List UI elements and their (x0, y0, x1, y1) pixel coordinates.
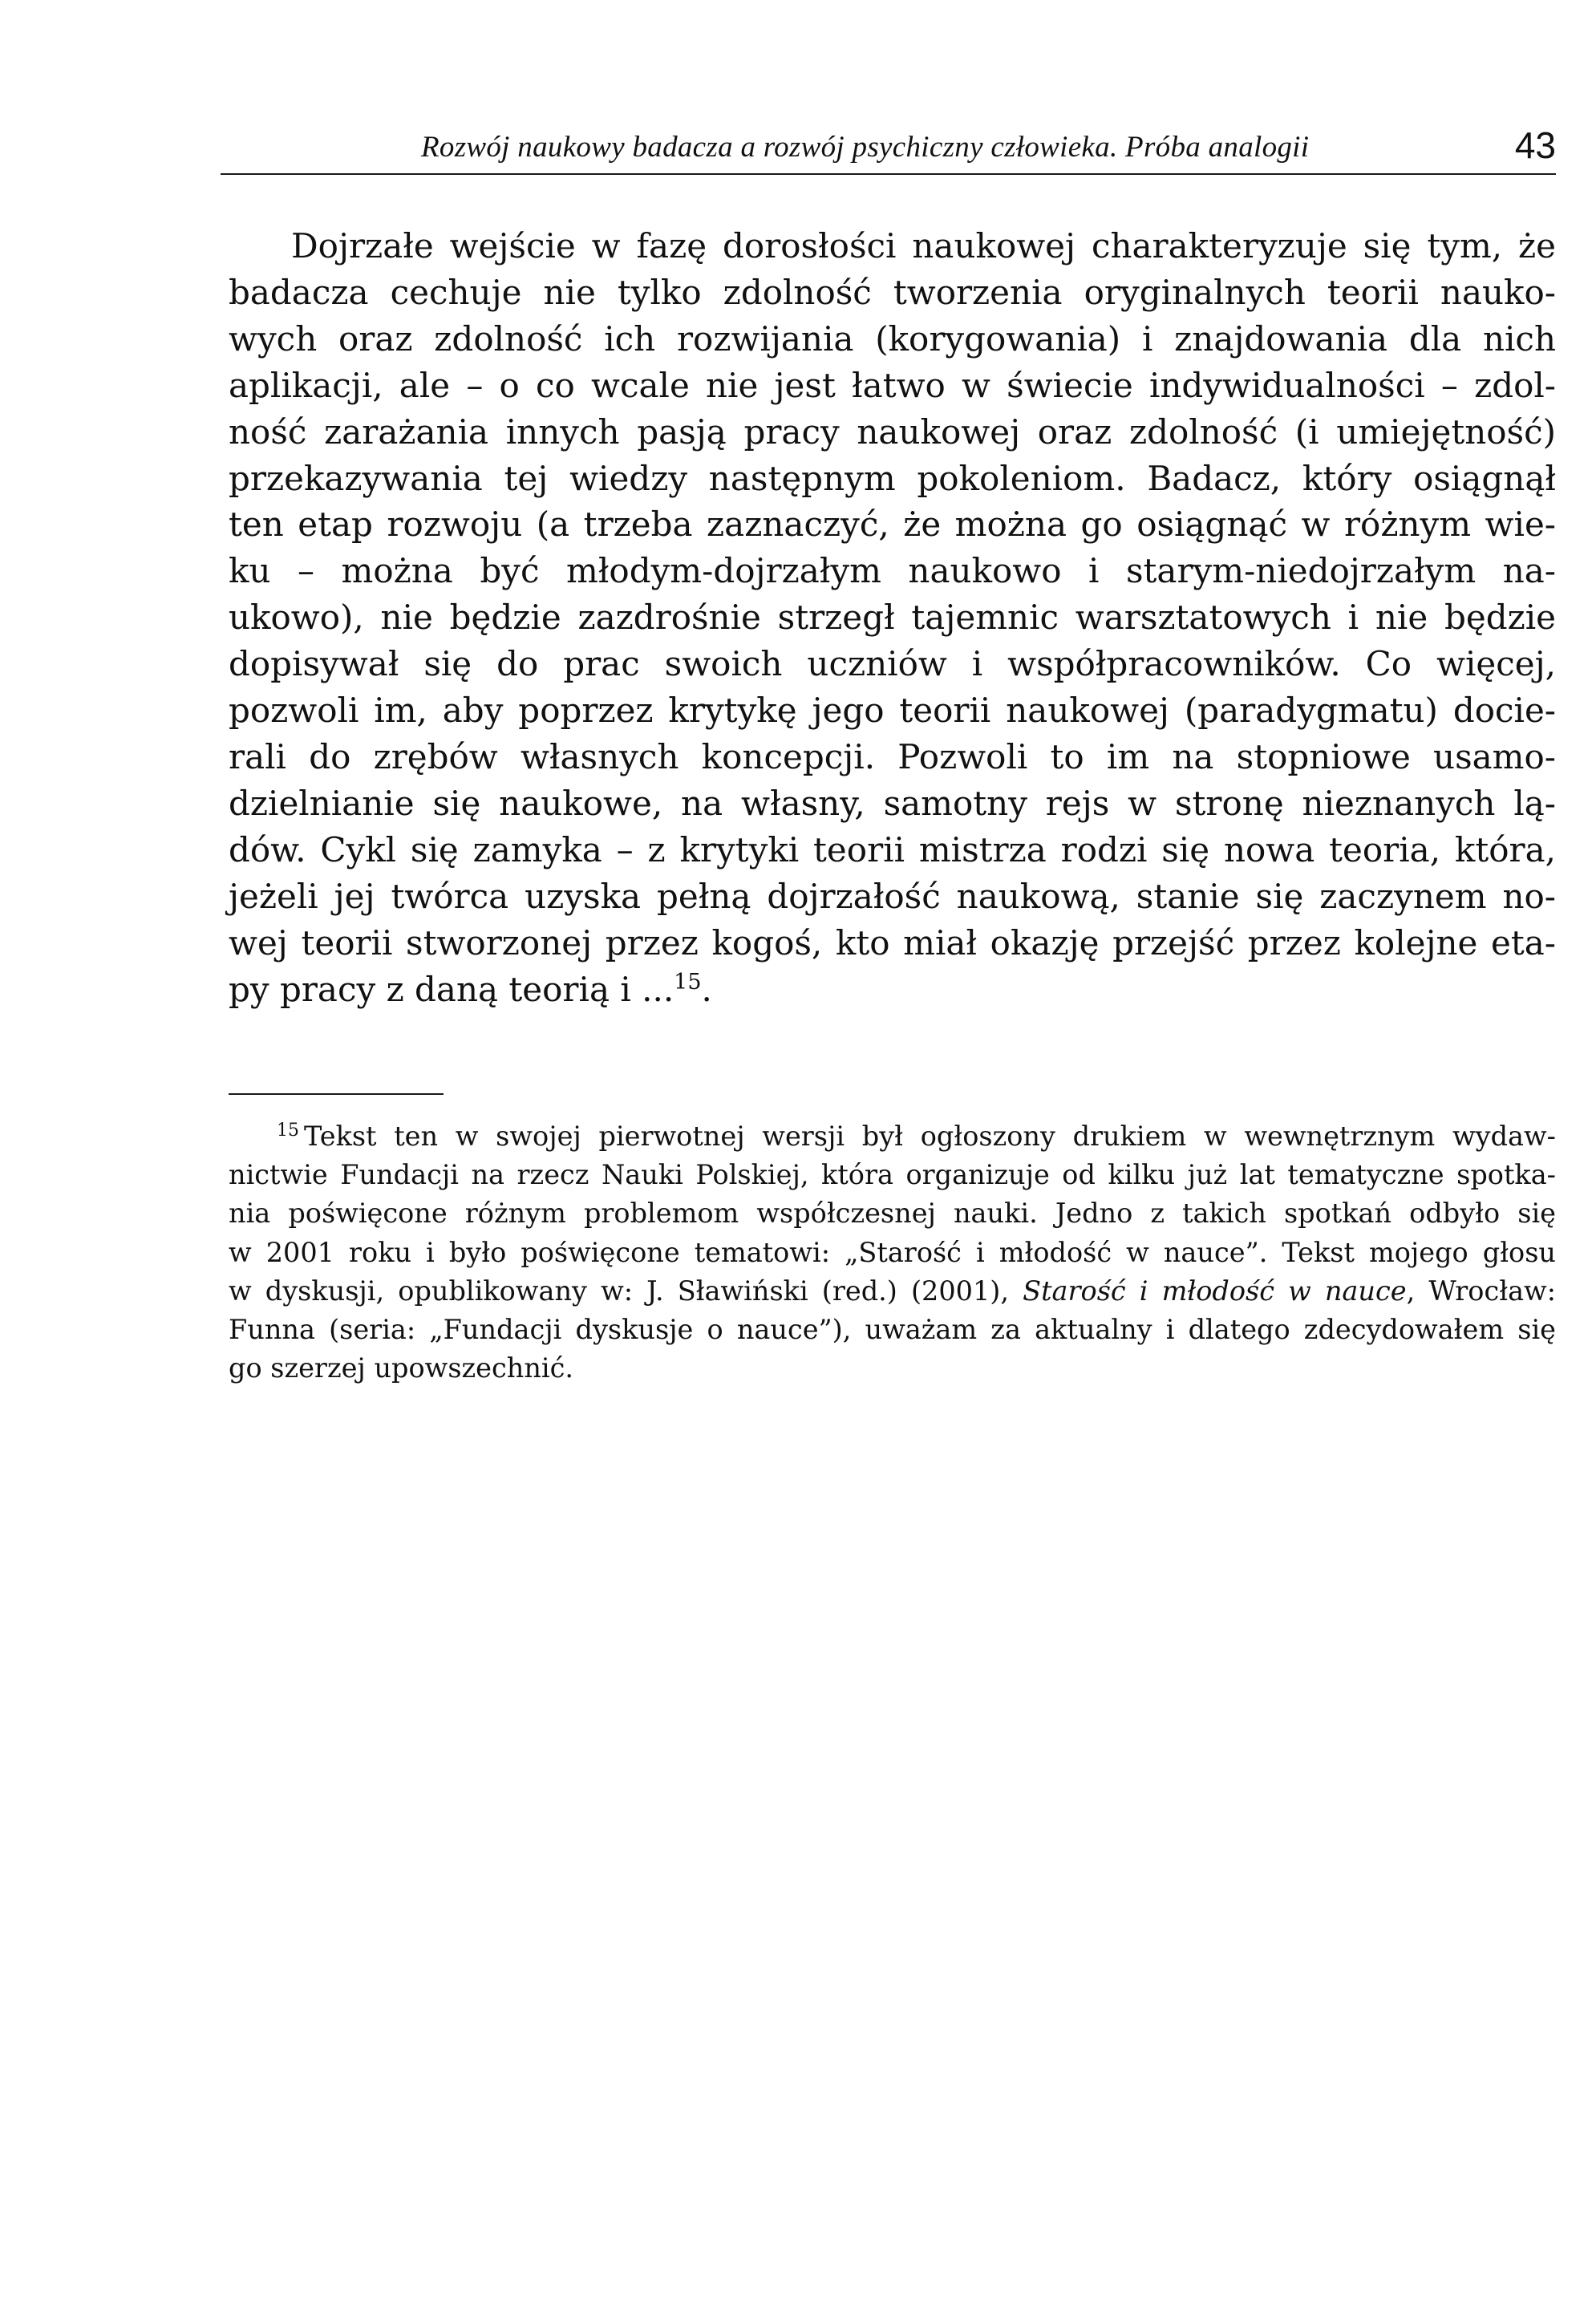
body-line-last (229, 967, 1556, 1013)
body-line: ukowo), nie będzie zazdrośnie strzegł tajemnic warsztatowych i nie będzie (229, 598, 1556, 638)
footnote-line: nictwie Fundacji na rzecz Nauki Polskiej, która organizuje od kilku już lat tematyczne spotka- (229, 1159, 1556, 1191)
body-line: dopisywał się do prac swoich uczniów i współpracowników. Co więcej, (229, 644, 1556, 684)
body-line-text: py pracy z daną teorią i ... (229, 969, 674, 1009)
footnote-line-last: go szerzej upowszechnić. (229, 1352, 574, 1384)
body-line: przekazywania tej wiedzy następnym pokoleniom. Badacz, który osiągnął (229, 458, 1556, 498)
footnote-line: Funna (seria: „Fundacji dyskusje o nauce”), uważam za aktualny i dlatego zdecydowałem się (229, 1314, 1556, 1346)
footnote-line: w 2001 roku i było poświęcone tematowi: „Starość i młodość w nauce”. Tekst mojego głosu (229, 1236, 1556, 1268)
body-line: Dojrzałe wejście w fazę dorosłości naukowej charakteryzuje się tym, że (291, 226, 1556, 265)
running-title: Rozwój naukowy badacza a rozwój psychiczny człowieka. Próba analogii (421, 131, 1310, 164)
body-line: ność zarażania innych pasją pracy naukowej oraz zdolność (i umiejętność) (229, 411, 1556, 452)
final-punctuation: . (701, 969, 712, 1009)
body-line: pozwoli im, aby poprzez krytykę jego teorii naukowej (paradygmatu) docie- (229, 691, 1556, 731)
footnote-line (229, 1117, 1556, 1156)
header-rule (221, 173, 1556, 175)
body-line: rali do zrębów własnych koncepcji. Pozwoli to im na stopniowe usamo- (229, 736, 1556, 776)
footnote-text: w dyskusji, opublikowany w: J. Sławiński (red.) (2001), (229, 1275, 1023, 1307)
cited-book-title: Starość i młodość w nauce (1023, 1275, 1407, 1307)
footnote-number: 15 (277, 1120, 299, 1141)
body-line: aplikacji, ale – o co wcale nie jest łatwo w świecie indywidualności – zdol- (229, 365, 1556, 405)
body-line: dzielnianie się naukowe, na własny, samotny rejs w stronę nieznanych lą- (229, 783, 1556, 823)
body-paragraph (229, 223, 1556, 1012)
body-line: dów. Cykl się zamyka – z krytyki teorii mistrza rodzi się nowa teoria, która, (229, 829, 1556, 869)
body-line: wej teorii stworzonej przez kogoś, kto miał okazję przejść przez kolejne eta- (229, 922, 1556, 963)
footnote-separator (229, 1093, 444, 1095)
body-line: badacza cechuje nie tylko zdolność tworzenia oryginalnych teorii nauko- (229, 272, 1556, 312)
body-line: ten etap rozwoju (a trzeba zaznaczyć, że można go osiągnąć w różnym wie- (229, 505, 1556, 545)
page-number: 43 (1514, 124, 1556, 166)
footnote-reference[interactable]: 15 (674, 969, 702, 995)
footnote-text: , Wrocław: (1406, 1275, 1557, 1307)
body-line: ku – można być młodym-dojrzałym naukowo i starym-niedojrzałym na- (229, 551, 1556, 591)
footnote-line: nia poświęcone różnym problemom współczesnej nauki. Jedno z takich spotkań odbyło się (229, 1198, 1556, 1230)
footnote-line (229, 1272, 1556, 1311)
body-line: wych oraz zdolność ich rozwijania (korygowania) i znajdowania dla nich (229, 318, 1556, 359)
running-header (221, 120, 1556, 172)
body-line: jeżeli jej twórca uzyska pełną dojrzałość naukową, stanie się zaczynem no- (229, 876, 1556, 916)
footnote-line-text: Tekst ten w swojej pierwotnej wersji był ogłoszony drukiem w wewnętrznym wydaw- (304, 1121, 1556, 1152)
footnote-15 (229, 1117, 1556, 1388)
